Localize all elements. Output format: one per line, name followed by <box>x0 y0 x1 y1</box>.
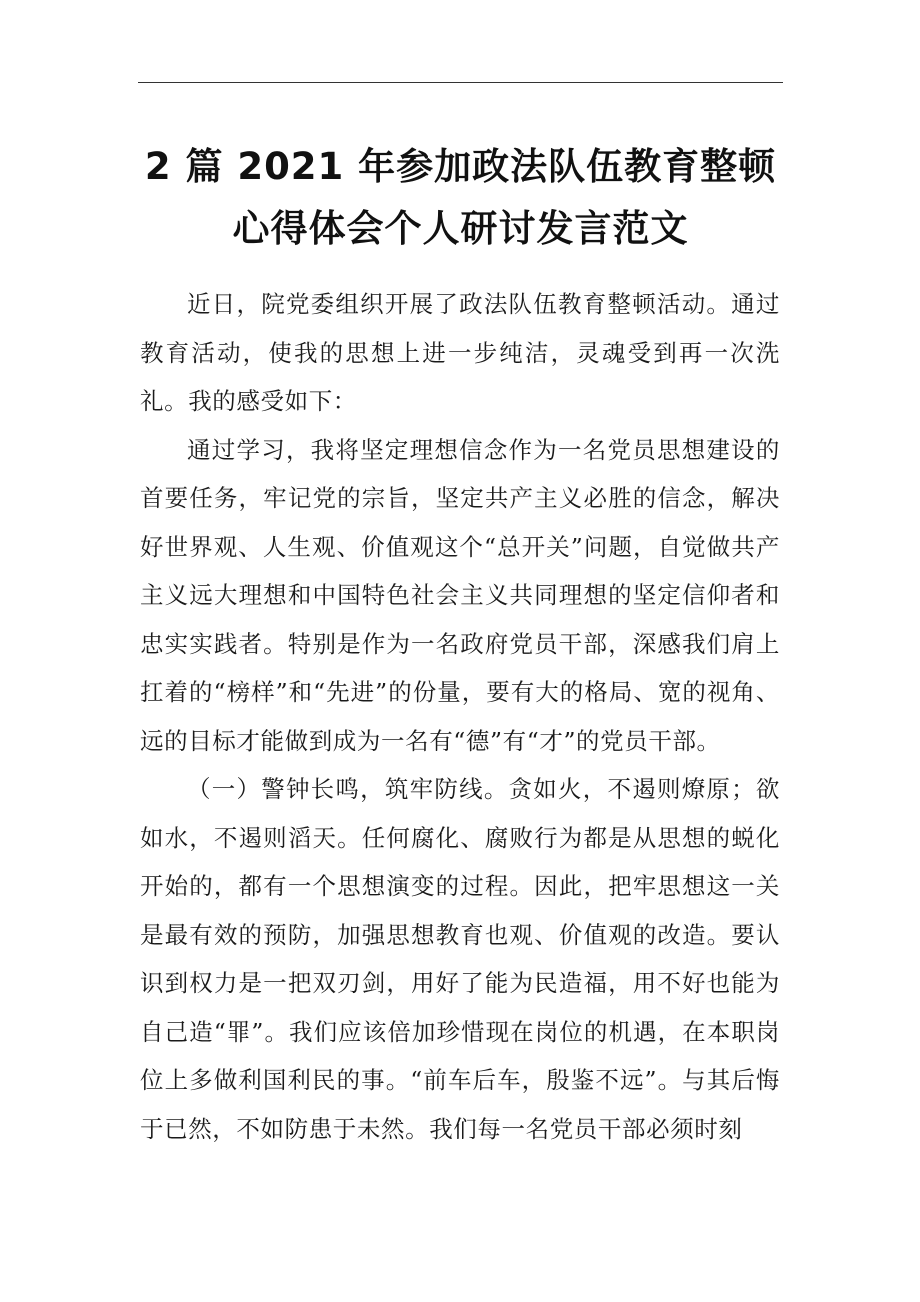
header-rule <box>138 82 783 83</box>
paragraph-intro: 近日，院党委组织开展了政法队伍教育整顿活动。通过教育活动，使我的思想上进一步纯洁，灵魂受到再一次洗礼。我的感受如下： <box>140 290 780 415</box>
paragraph-ideals: 通过学习，我将坚定理想信念作为一名党员思想建设的首要任务，牢记党的宗旨，坚定共产主义必胜的信念，解决好世界观、人生观、价值观这个“总开关”问题，自觉做共产主义远大理想和中国特色社会主义共同理想的坚定信仰者和忠实实践者。特别是作为一名政府党员干部，深感我们肩上扛着的“榜样”和“先进”的份量，要有大的格局、宽的视角、远的目标才能做到成为一名有“德”有“才”的党员干部。 <box>140 435 780 755</box>
title-line-2: 心得体会个人研讨发言范文 <box>232 207 689 250</box>
document-title <box>138 136 783 260</box>
document-body <box>140 280 780 1153</box>
title-line-1: 2 篇 2021 年参加政法队伍教育整顿 <box>144 145 777 188</box>
paragraph-section-1: （一）警钟长鸣，筑牢防线。贪如火，不遏则燎原；欲如水，不遏则滔天。任何腐化、腐败行为都是从思想的蜕化开始的，都有一个思想演变的过程。因此，把牢思想这一关是最有效的预防，加强思想教育也观、价值观的改造。要认识到权力是一把双刃剑，用好了能为民造福，用不好也能为自己造“罪”。我们应该倍加珍惜现在岗位的机遇，在本职岗位上多做利国利民的事。“前车后车，殷鉴不远”。与其后悔于已然，不如防患于未然。我们每一名党员干部必须时刻 <box>140 775 780 1143</box>
